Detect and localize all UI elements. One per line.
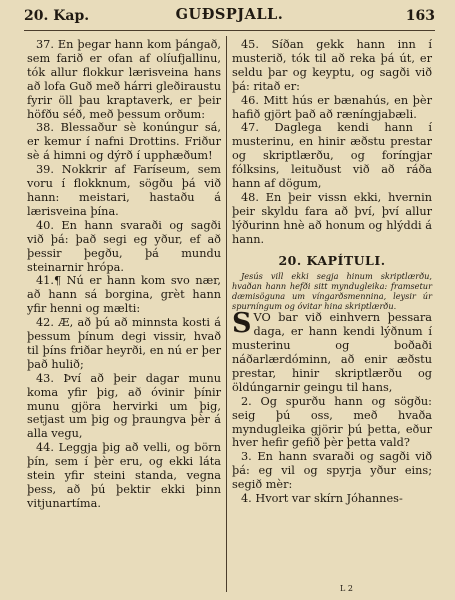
page-number: 163 bbox=[405, 8, 435, 24]
verse-46: 46. Mitt hús er bænahús, en þèr hafið gjört það að ræníngjabæli. bbox=[232, 93, 432, 121]
verse-42: 42. Æ, að þú að minnsta kosti á þessum þínum degi vissir, hvað til þíns friðar heyrði, en nú er þer það hulið; bbox=[27, 316, 221, 371]
verse-45: 45. Síðan gekk hann inn í musterið, tók til að reka þá út, er seldu þar og keyptu, og sagði við þá: ritað er: bbox=[232, 38, 432, 93]
right-column bbox=[232, 38, 432, 593]
chapter-label: 20. Kap. bbox=[24, 8, 90, 24]
verse-47: 47. Daglega kendi hann í musterinu, en hinir æðstu prestar og skriptlærðu, og foríngjar fólksins, leituðust við að ráða hann af dögum, bbox=[232, 121, 432, 191]
verse-39: 39. Nokkrir af Faríseum, sem voru í flokknum, sögðu þá við hann: meistari, hastaðu á lærisveina þína. bbox=[27, 163, 221, 218]
header-rule bbox=[24, 30, 435, 31]
verse-38: 38. Blessaður sè konúngur sá, er kemur í nafni Drottins. Friður sè á himni og dýrð í upphæðum! bbox=[27, 121, 221, 163]
book-title: GUÐSPJALL. bbox=[175, 6, 284, 23]
verse-1 bbox=[232, 308, 432, 394]
verse-41: 41.¶ Nú er hann kom svo nær, að hann sá borgina, grèt hann yfir henni og mælti: bbox=[27, 274, 221, 316]
signature-mark: L 2 bbox=[340, 584, 353, 593]
chapter-summary: Jesús vill ekki segja hinum skriptlærðu, hvaðan hann hefði sitt myndugleika: framsetur dæmisöguna um víngarðsmennina, leysir úr spurníngum og óvitar hina skriptlærðu. bbox=[232, 270, 432, 312]
verse-3: 3. En hann svaraði og sagði við þá: eg vil og spyrja yður eins; segið mèr: bbox=[232, 450, 432, 492]
verse-44: 44. Leggja þig að velli, og börn þín, sem í þèr eru, og ekki láta stein yfir steini standa, vegna þess, að þú þektir ekki þinn vitjunartíma. bbox=[27, 441, 221, 510]
verse-43: 43. Því að þeir dagar munu koma yfir þig, að óvinir þínir munu gjöra hervirki um þig, setjast um þig og þraungva þèr á alla vegu, bbox=[27, 371, 221, 441]
verse-48: 48. En þeir vissn ekki, hvernin þeir skyldu fara að því, því allur lýðurinn hnè að honum og hlýddi á hann. bbox=[232, 190, 432, 246]
column-divider bbox=[226, 36, 227, 592]
verse-4: 4. Hvort var skírn Jóhannes- bbox=[241, 492, 403, 506]
verse-37: 37. En þegar hann kom þángað, sem farið er ofan af olíufjallinu, tók allur flokkur lærisveina hans að lofa Guð með hárri gleðiraustu fyrir öll þau kraptaverk, er þeir höfðu séð, með þessum orðum: bbox=[27, 38, 221, 121]
running-header bbox=[24, 6, 435, 28]
left-column bbox=[27, 38, 221, 590]
chapter-heading: 20. KAPÍTULI. bbox=[278, 252, 386, 268]
verse-2: 2. Og spurðu hann og sögðu: seig þú oss, með hvaða myndugleika gjörir þú þetta, eður hver hefir gefið þèr þetta vald? bbox=[232, 394, 432, 450]
verse-1-text: VO bar við einhvern þessara daga, er hann kendi lýðnum í musterinu og boðaði náðarlærdóminn, að enir æðstu prestar, hinir skriptlærðu og öldúngarnir geingu til hans, bbox=[232, 311, 432, 394]
drop-cap: S bbox=[232, 308, 252, 340]
verse-40: 40. En hann svaraði og sagði við þá: það segi eg yður, ef að þessir þegðu, þá mundu steinarnir hrópa. bbox=[27, 218, 221, 274]
